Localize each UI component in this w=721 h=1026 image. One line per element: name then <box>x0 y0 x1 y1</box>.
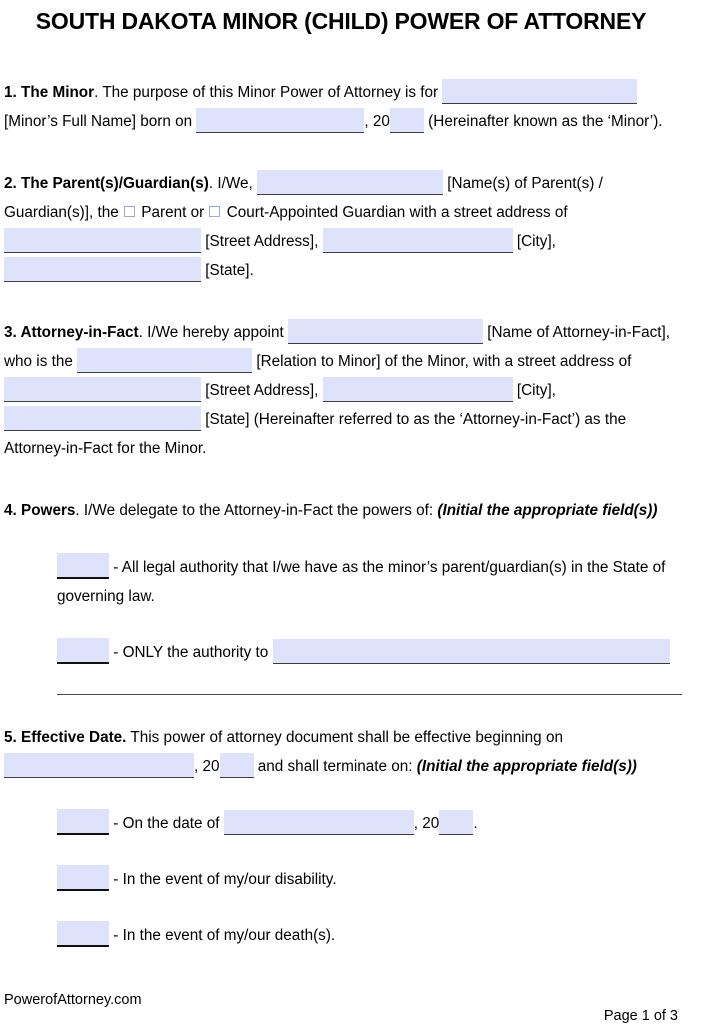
section-effective-date <box>4 723 678 781</box>
termination-option-3-label: - In the event of my/our death(s). <box>109 927 336 944</box>
effective-date-field[interactable] <box>4 753 194 778</box>
section-3-text-2: [Name of Attorney-in-Fact], who is the <box>4 324 670 370</box>
section-1-text-2: [Minor’s Full Name] born on <box>4 113 197 130</box>
section-attorney-in-fact <box>4 318 678 463</box>
parent-city-field[interactable] <box>323 228 513 253</box>
attorney-name-field[interactable] <box>288 319 483 344</box>
parent-street-address-field[interactable] <box>4 228 201 253</box>
powers-continuation-rule <box>57 694 682 695</box>
section-3-text-5: [City], <box>512 382 556 399</box>
section-1-text-4: (Hereinafter known as the ‘Minor’). <box>423 113 663 130</box>
termination-option-1-initial-field[interactable] <box>57 809 109 835</box>
section-4-text-1: . I/We delegate to the Attorney-in-Fact the powers of: <box>75 502 438 519</box>
section-2-text-5: [State]. <box>201 262 254 279</box>
powers-option-2-initial-field[interactable] <box>57 638 109 664</box>
parent-state-field[interactable] <box>4 257 201 282</box>
termination-option-2-label: - In the event of my/our disability. <box>109 871 337 888</box>
section-5-text-2: , 20 <box>194 758 220 775</box>
termination-option-disability <box>4 864 678 894</box>
minor-full-name-field[interactable] <box>442 79 637 104</box>
powers-option-only-authority <box>4 637 678 667</box>
attorney-city-field[interactable] <box>323 377 513 402</box>
termination-year-field[interactable] <box>439 810 473 835</box>
section-5-instruction: (Initial the appropriate field(s)) <box>416 758 637 775</box>
section-5-text-3: and shall terminate on: <box>253 758 417 775</box>
attorney-relation-field[interactable] <box>77 348 252 373</box>
checkbox-court-appointed-guardian[interactable] <box>209 206 220 217</box>
effective-year-field[interactable] <box>220 753 254 778</box>
powers-option-1-label: - All legal authority that I/we have as the minor’s parent/guardian(s) in the State of governing law. <box>57 559 666 605</box>
powers-only-authority-field[interactable] <box>273 639 670 664</box>
termination-option-1-label-a: - On the date of <box>109 815 224 832</box>
footer-page-number: Page 1 of 3 <box>603 1008 678 1024</box>
termination-date-field[interactable] <box>224 810 414 835</box>
termination-option-1-label-b: , 20 <box>413 815 440 832</box>
section-2-text-3: [Street Address], <box>201 233 323 250</box>
section-5-heading: 5. Effective Date. <box>4 729 127 746</box>
section-parents-guardians <box>4 169 678 285</box>
powers-option-2-label: - ONLY the authority to <box>109 644 273 661</box>
minor-birth-date-field[interactable] <box>196 108 364 133</box>
checkbox-guardian-label: Court-Appointed Guardian with a street address of <box>222 204 568 221</box>
termination-option-1-label-c: . <box>473 815 478 832</box>
section-3-text-1: . I/We hereby appoint <box>138 324 288 341</box>
section-3-text-6: [State] (Hereinafter referred to as the ‘Attorney-in-Fact’) as the Attorney-in-Fact for the Minor. <box>4 411 627 457</box>
minor-birth-year-field[interactable] <box>390 108 424 133</box>
section-the-minor <box>4 78 678 136</box>
termination-option-death <box>4 920 678 950</box>
section-2-heading: 2. The Parent(s)/Guardian(s) <box>4 175 209 192</box>
page-footer <box>4 990 678 1024</box>
checkbox-parent-label: Parent or <box>137 204 209 221</box>
section-powers <box>4 496 678 525</box>
section-1-text-3: , 20 <box>364 113 390 130</box>
section-2-text-1: . I/We, <box>208 175 258 192</box>
section-2-text-4: [City], <box>512 233 556 250</box>
powers-option-1-initial-field[interactable] <box>57 553 109 579</box>
section-5-text-1: This power of attorney document shall be effective beginning on <box>126 729 563 746</box>
section-1-heading: 1. The Minor <box>4 84 95 101</box>
parent-guardian-name-field[interactable] <box>257 170 443 195</box>
termination-option-on-date <box>4 808 678 838</box>
section-4-instruction: (Initial the appropriate field(s)) <box>437 502 658 519</box>
section-3-text-4: [Street Address], <box>201 382 323 399</box>
footer-site-name: PowerofAttorney.com <box>4 992 142 1008</box>
termination-option-2-initial-field[interactable] <box>57 865 109 891</box>
section-2-text-2: [Name(s) of Parent(s) / Guardian(s)], the <box>4 175 603 221</box>
attorney-state-field[interactable] <box>4 406 201 431</box>
section-1-text-1: . The purpose of this Minor Power of Attorney is for <box>94 84 443 101</box>
attorney-street-address-field[interactable] <box>4 377 201 402</box>
checkbox-parent[interactable] <box>124 206 135 217</box>
powers-option-all-legal-authority <box>4 552 678 611</box>
page-title: SOUTH DAKOTA MINOR (CHILD) POWER OF ATTORNEY <box>35 8 647 34</box>
section-3-text-3: [Relation to Minor] of the Minor, with a street address of <box>252 353 632 370</box>
section-3-heading: 3. Attorney-in-Fact <box>4 324 139 341</box>
termination-option-3-initial-field[interactable] <box>57 921 109 947</box>
section-4-heading: 4. Powers <box>4 502 76 519</box>
